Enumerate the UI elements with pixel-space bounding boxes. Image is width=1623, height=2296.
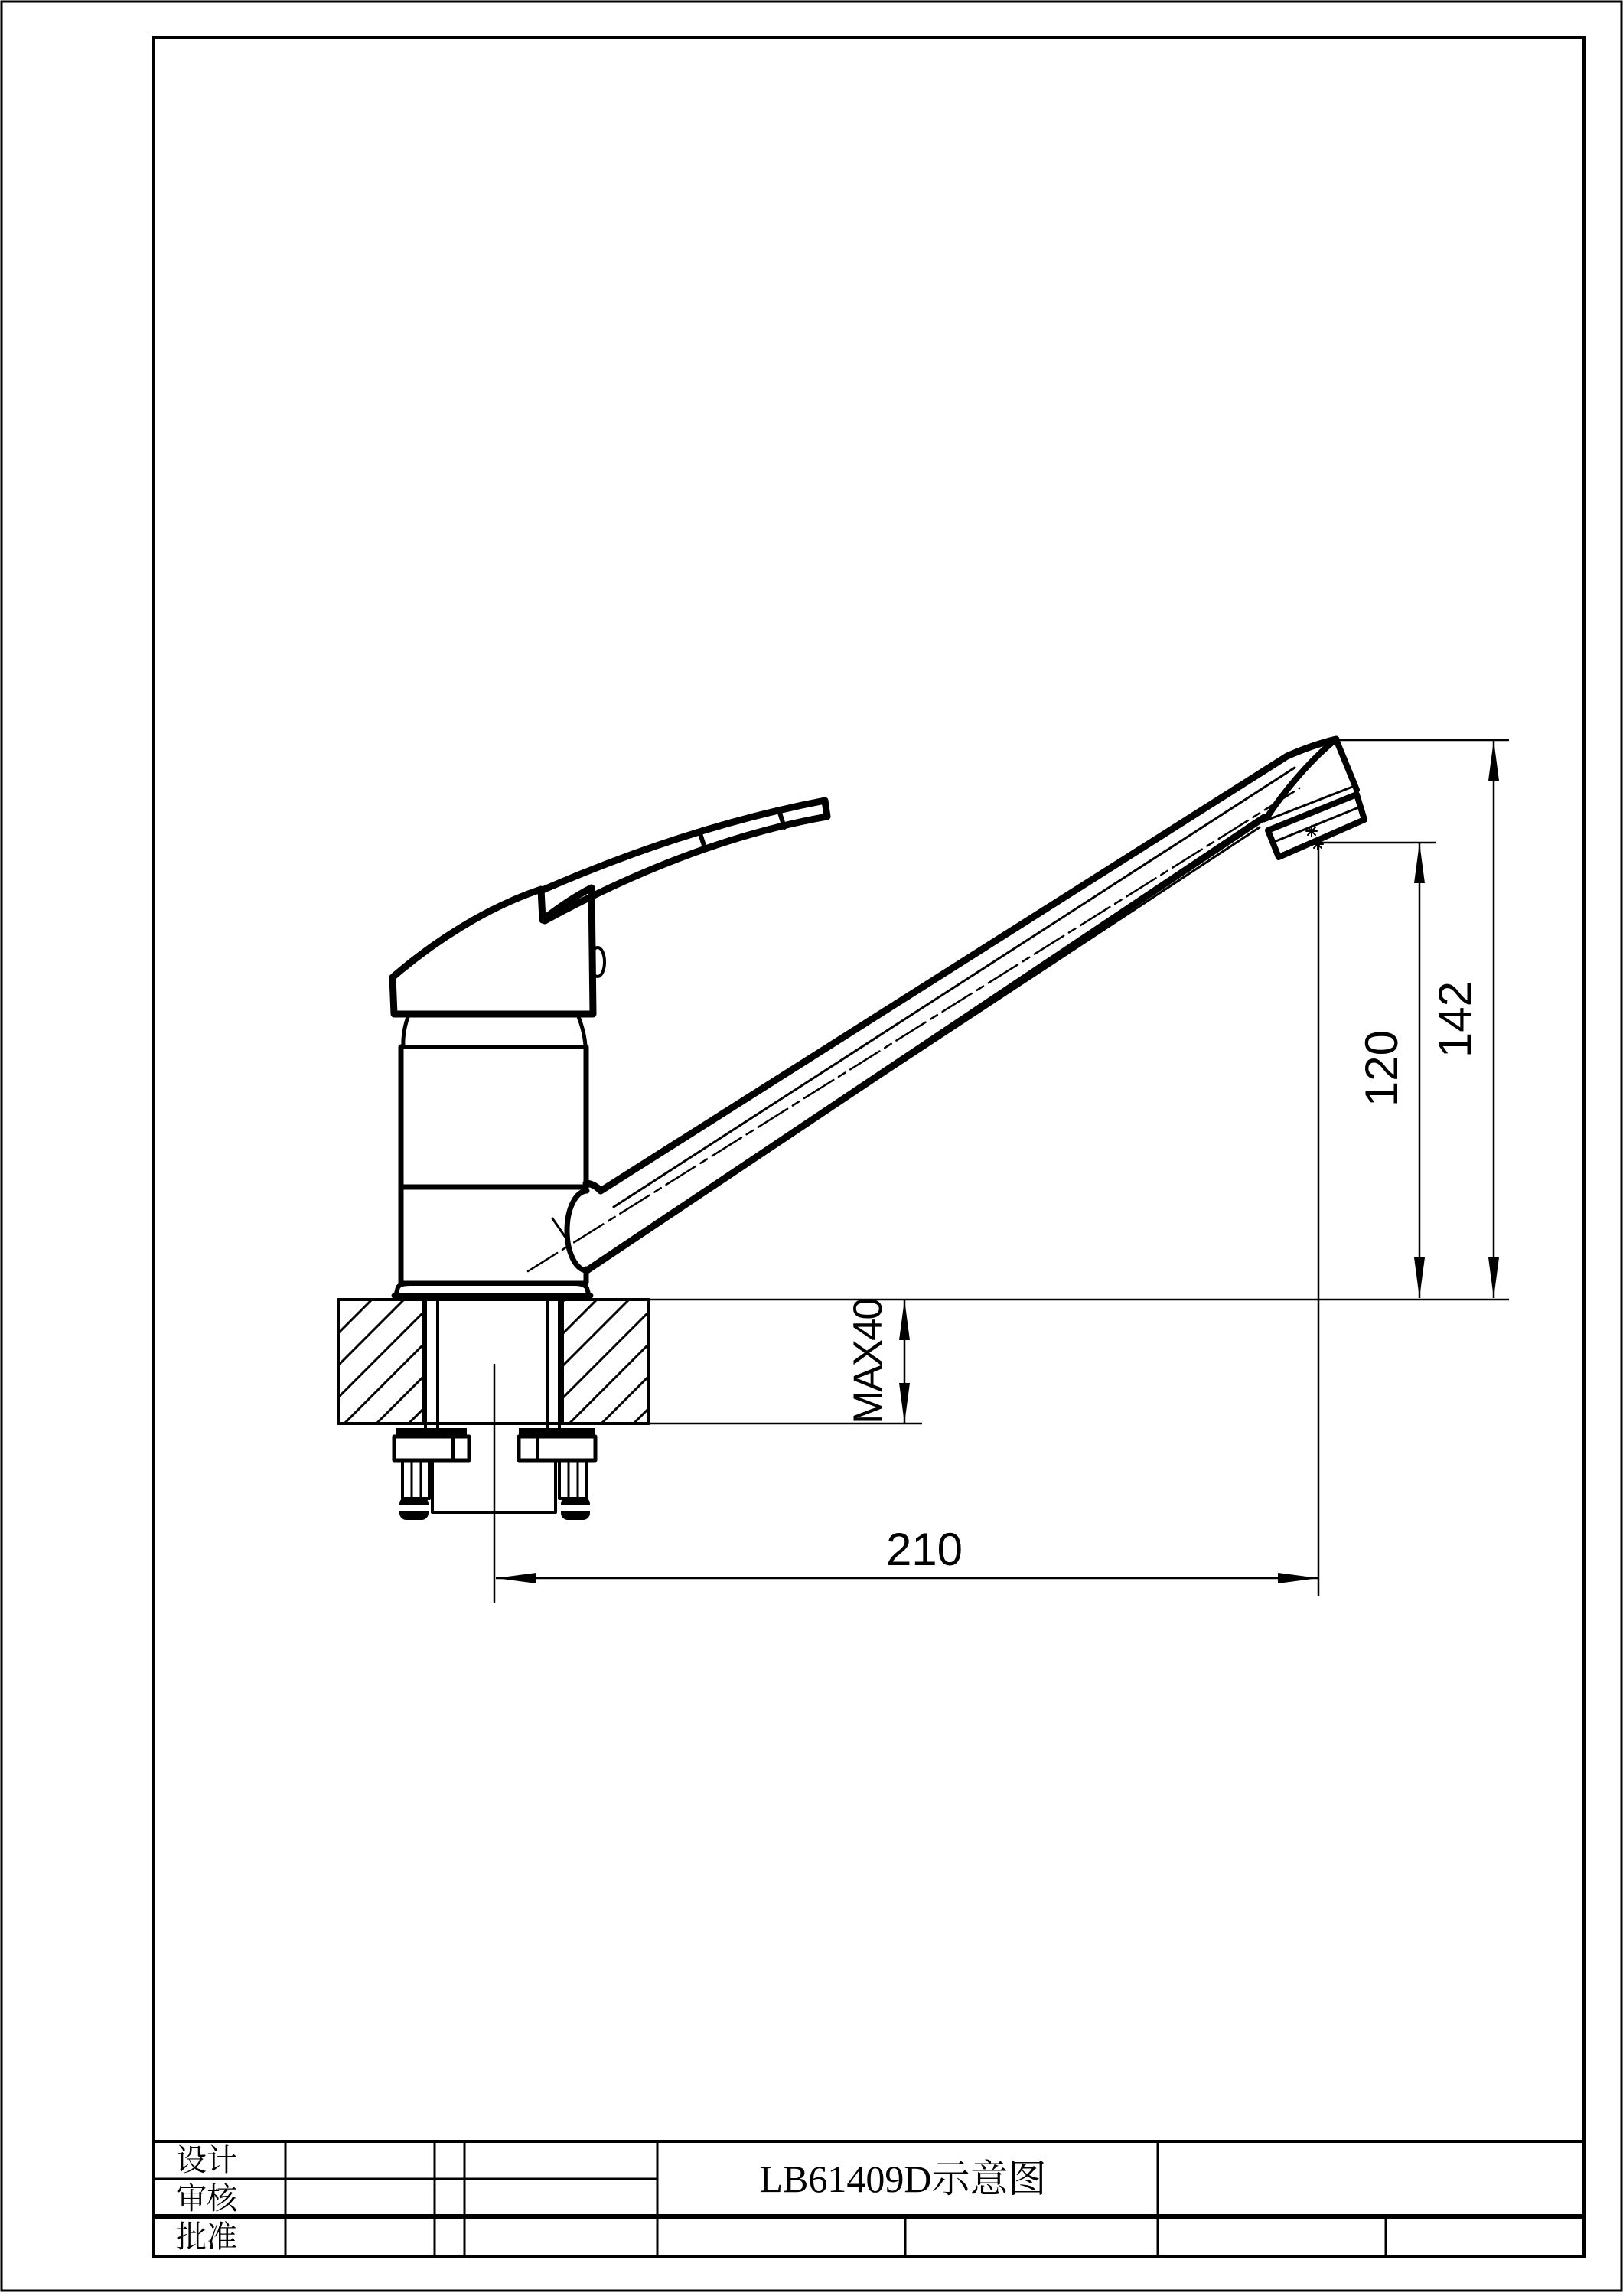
title-block-label-review: 审核 — [176, 2181, 237, 2216]
dim-text-max40: MAX40 — [846, 1299, 891, 1424]
title-block-label-approve: 批准 — [176, 2219, 237, 2254]
body-cylinder — [401, 1047, 586, 1283]
extension-lines — [591, 740, 1509, 1596]
faucet-drawing — [338, 739, 1364, 1602]
sheet-borders — [2, 2, 1621, 2291]
dim-text-142: 142 — [1429, 980, 1481, 1058]
drawing-title: LB61409D示意图 — [759, 2157, 1047, 2200]
spout-swivel-joint — [567, 1191, 587, 1270]
neck-collar — [401, 1015, 586, 1047]
spout-head-face — [1336, 739, 1357, 790]
handle-lever — [543, 801, 827, 921]
stud-cap-slot-right — [561, 1505, 590, 1511]
nut-right — [519, 1437, 595, 1460]
stud-cap-slot-left — [399, 1505, 429, 1511]
counter-hatch-left — [338, 1300, 423, 1424]
title-block-label-design: 设计 — [176, 2143, 237, 2177]
dim-text-210: 210 — [885, 1524, 963, 1575]
spout-top-edge — [586, 739, 1336, 1191]
outer-border — [2, 2, 1621, 2291]
spout-highlight-lines — [606, 768, 1295, 1257]
mixer-dome-cap — [393, 888, 593, 1014]
shank-tube — [425, 1300, 559, 1512]
stud-left — [402, 1460, 429, 1499]
counter-hatch-right — [562, 1300, 649, 1424]
dim-text-120: 120 — [1356, 1029, 1407, 1107]
nut-facets — [453, 1437, 538, 1460]
inner-border — [154, 38, 1584, 2256]
spout-centerline — [528, 788, 1299, 1271]
nut-left — [394, 1437, 469, 1460]
stud-right — [559, 1460, 586, 1499]
title-block — [154, 2141, 1584, 2256]
